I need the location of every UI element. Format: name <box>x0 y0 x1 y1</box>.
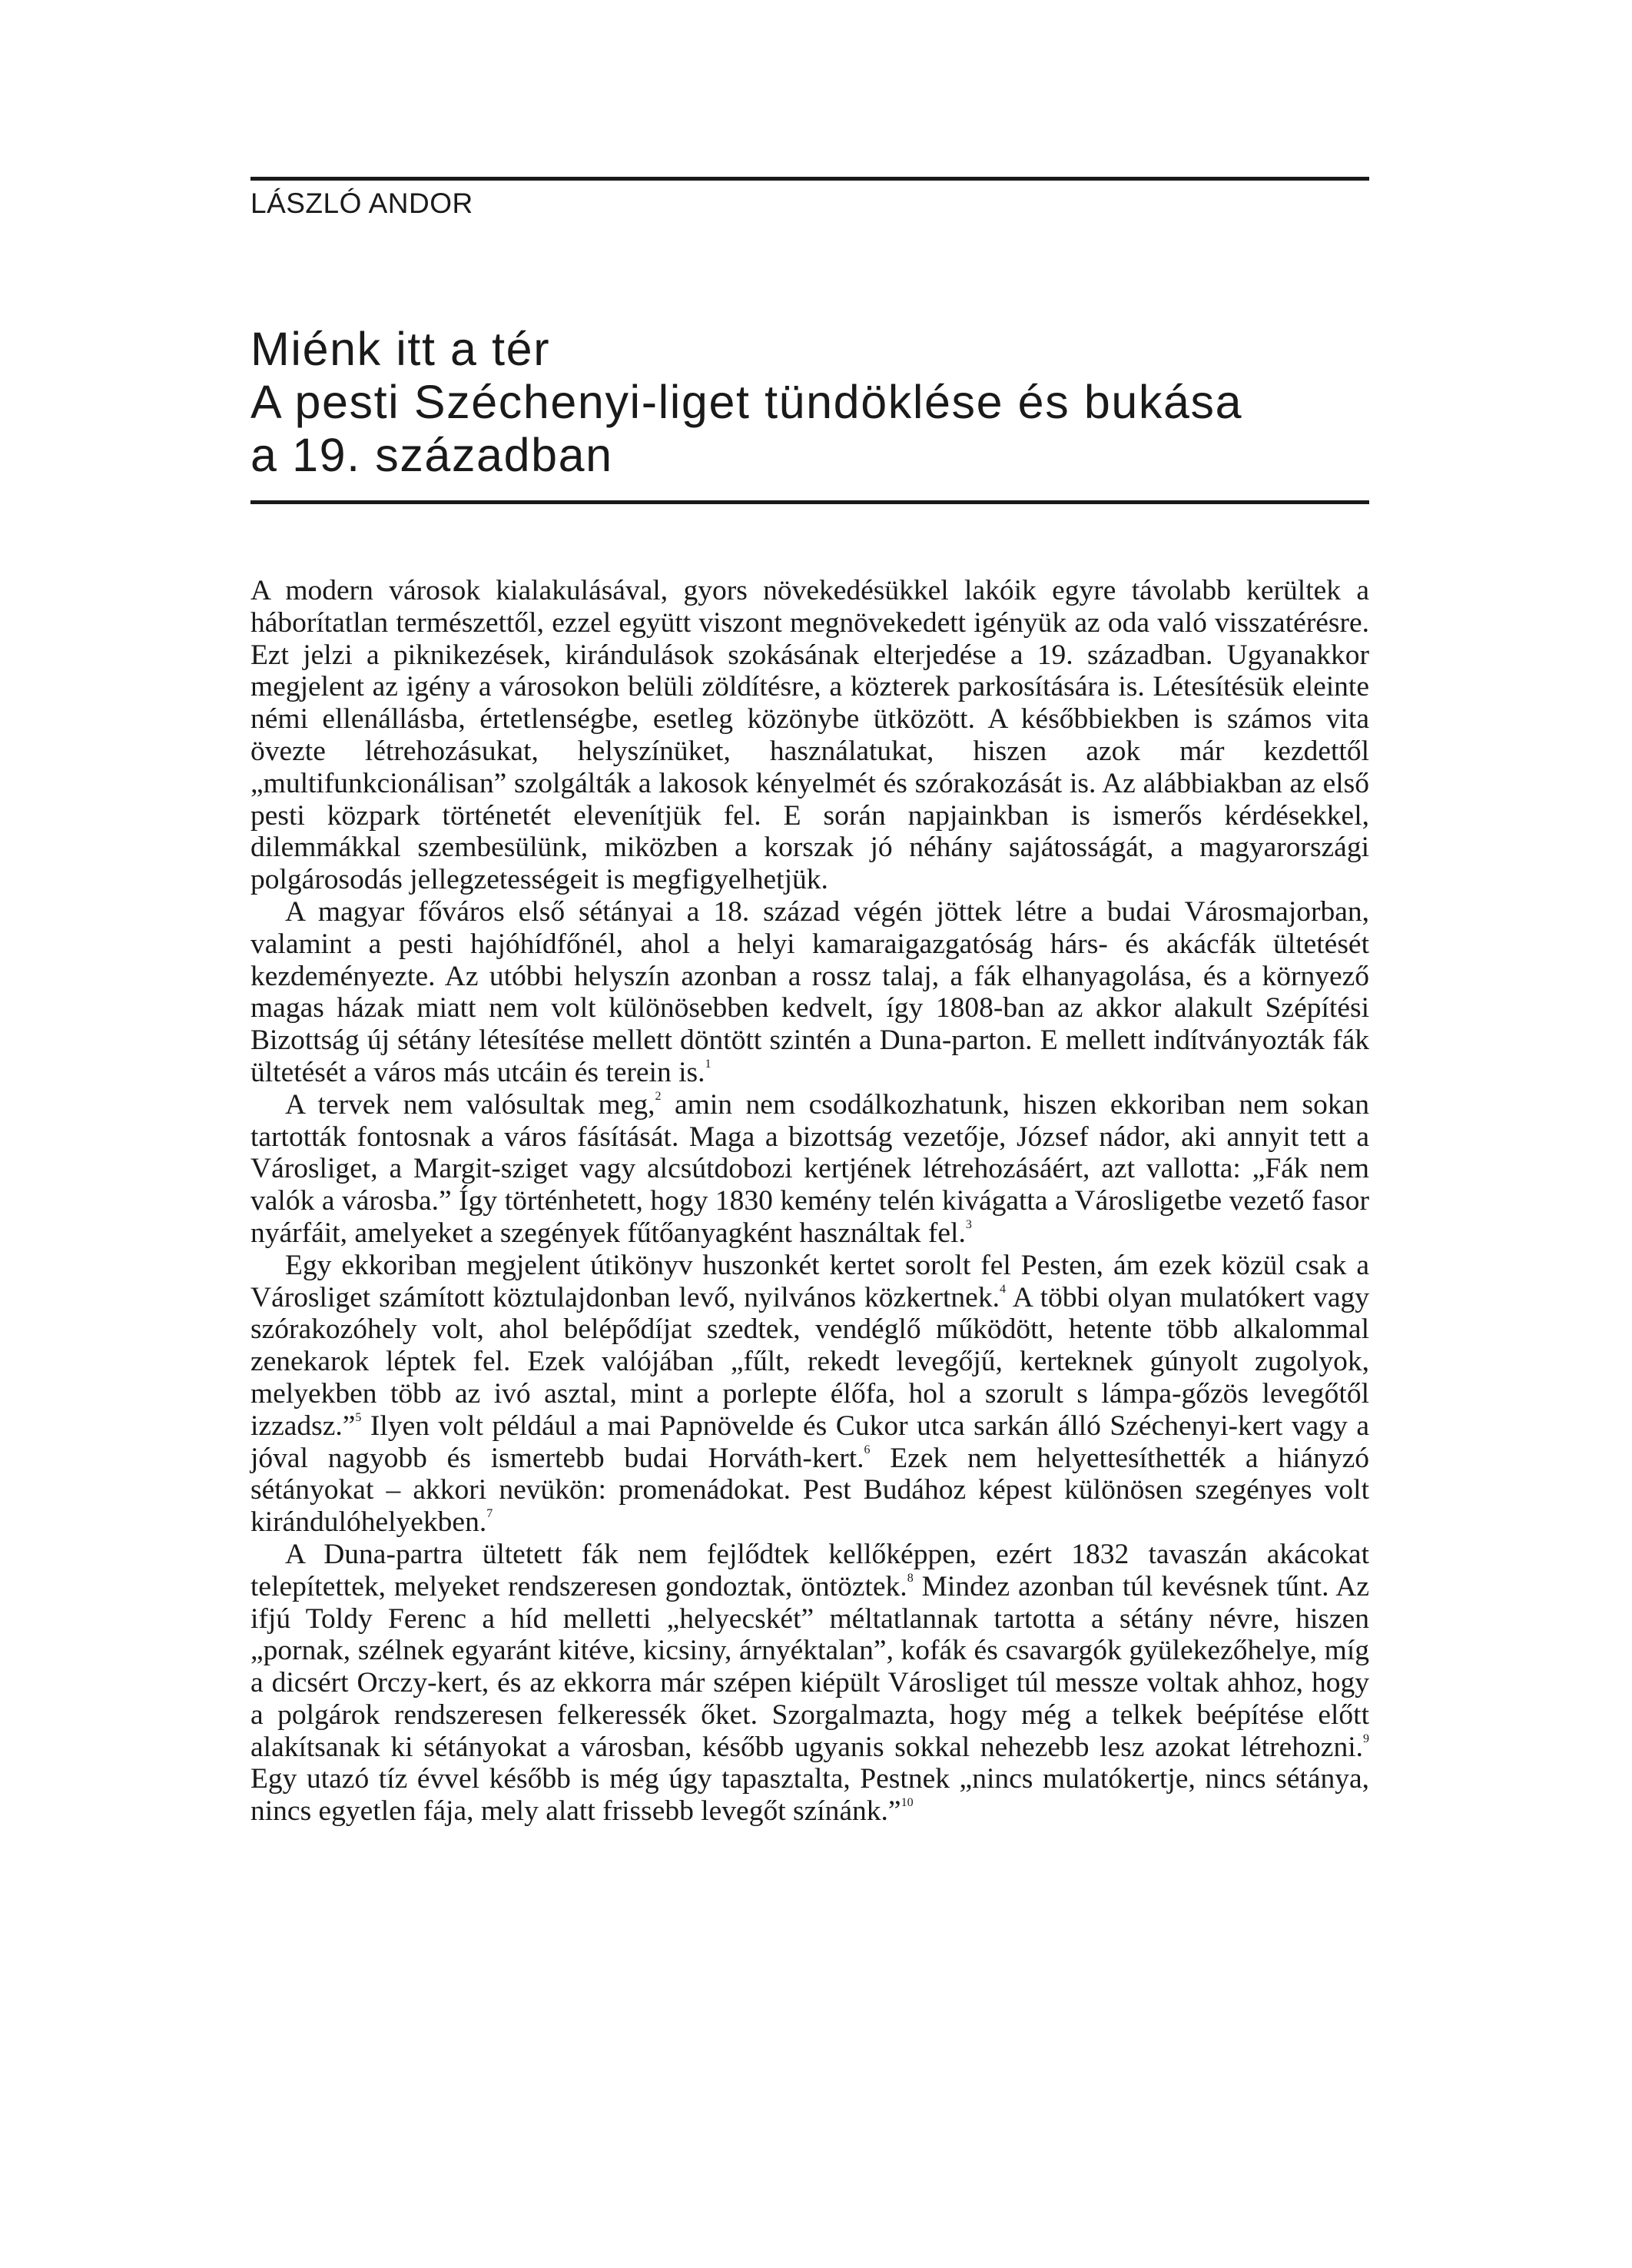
paragraph-text: amin nem csodálkozhatunk, hiszen ekkoriban nem sokan tartották fontosnak a város fásítását. Maga a bizottság vezetője, József nádor, aki annyit tett a Városliget, a Margit-sziget vagy alcsútdobozi kertjének létrehozásáért, azt vallotta: „Fák nem valók a városba.” Így történhetett, hogy 1830 kemény telén kivágatta a Városligetbe vezető fasor nyárfáit, amelyeket a szegények fűtőanyagként használtak fel. <box>250 1088 1369 1249</box>
paragraph-text: Ezek nem helyettesíthették a hiányzó sétányokat – akkori nevükön: promenádokat. Pest Budához képest különösen szegényes volt kirándulóhelyekben. <box>250 1442 1369 1539</box>
footnote-ref: 4 <box>999 1282 1006 1296</box>
title-line-1: Miénk itt a tér <box>250 323 551 375</box>
paragraph-text: A tervek nem valósultak meg, <box>285 1088 655 1121</box>
title-rule <box>250 500 1369 504</box>
paragraph-text: Egy ekkoriban megjelent útikönyv huszonkét kertet sorolt fel Pesten, ám ezek közül csak a Városliget számított köztulajdonban levő, nyilvános közkertnek. <box>250 1249 1369 1313</box>
footnote-ref: 2 <box>655 1089 662 1103</box>
paragraph-text: Egy utazó tíz évvel később is még úgy tapasztalta, Pestnek „nincs mulatókertje, nincs sétánya, nincs egyetlen fája, mely alatt frissebb levegőt színánk.” <box>250 1763 1369 1828</box>
paragraph-1: A modern városok kialakulásával, gyors növekedésükkel lakóik egyre távolabb kerültek a háborítatlan természettől, ezzel együtt viszont megnövekedett igényük az oda való visszatérésre. Ezt jelzi a piknikezések, kirándulások szokásának elterjedése a 19. században. Ugyanakkor megjelent az igény a városokon belüli zöldítésre, a közterek parkosítására is. Létesítésük eleinte némi ellenállásba, értetlenségbe, esetleg közönybe ütközött. A későbbiekben is számos vita övezte létrehozásukat, helyszínüket, használatukat, hiszen azok már kezdettől „multifunkcionálisan” szolgálták a lakosok kényelmét és szórakozását is. Az alábbiakban az első pesti közpark történetét elevenítjük fel. E során napjainkban is ismerős kérdésekkel, dilemmákkal szembesülünk, miközben a korszak jó néhány sajátosságát, a magyarországi polgárosodás jellegzetességeit is megfigyelhetjük. <box>250 575 1369 896</box>
paragraph-4 <box>250 1250 1369 1539</box>
paragraph-text: Ilyen volt például a mai Papnövelde és Cukor utca sarkán álló Széchenyi-kert vagy a jóval nagyobb és ismertebb budai Horváth-kert. <box>250 1410 1369 1474</box>
footnote-ref: 8 <box>907 1571 914 1585</box>
article-title <box>250 323 1380 482</box>
paragraph-text: A Duna-partra ültetett fák nem fejlődtek kellőképpen, ezért 1832 tavaszán akácokat telepítettek, melyeket rendszeresen gondoztak, öntöztek. <box>250 1538 1369 1602</box>
title-line-3: a 19. században <box>250 429 613 481</box>
paragraph-text: A magyar főváros első sétányai a 18. század végén jöttek létre a budai Városmajorban, valamint a pesti hajóhídfőnél, ahol a helyi kamaraigazgatóság hárs- és akácfák ültetését kezdeményezte. Az utóbbi helyszín azonban a rossz talaj, a fák elhanyagolása, és a környező magas házak miatt nem volt különösebben kedvelt, így 1808-ban az akkor alakult Szépítési Bizottság új sétány létesítése mellett döntött szintén a Duna-parton. E mellett indítványozták fák ültetését a város más utcáin és terein is. <box>250 895 1369 1088</box>
author-name: LÁSZLÓ ANDOR <box>250 188 473 219</box>
paragraph-text: A többi olyan mulatókert vagy szórakozóhely volt, ahol belépődíjat szedtek, vendéglő működött, hetente több alkalommal zenekarok léptek fel. Ezek valójában „fűlt, rekedt levegőjű, kerteknek gúnyolt zugolyok, melyekben több az ivó asztal, mint a porlepte élőfa, hol a szorult s lámpa-gőzös levegőtől izzadsz.” <box>250 1281 1369 1442</box>
article-body <box>250 575 1369 1828</box>
footnote-ref: 6 <box>864 1443 871 1456</box>
header-rule <box>250 177 1369 181</box>
title-line-2: A pesti Széchenyi-liget tündöklése és bukása <box>250 376 1243 428</box>
footnote-ref: 5 <box>355 1410 362 1424</box>
paragraph-3 <box>250 1089 1369 1250</box>
footnote-ref: 9 <box>1363 1732 1369 1745</box>
paragraph-2 <box>250 896 1369 1089</box>
paragraph-text: Mindez azonban túl kevésnek tűnt. Az ifjú Toldy Ferenc a híd melletti „helyecskét” méltatlannak tartotta a sétány névre, hiszen „pornak, szélnek egyaránt kitéve, kicsiny, árnyéktalan”, kofák és csavargók gyülekezőhelye, míg a dicsért Orczy-kert, és az ekkorra már szépen kiépült Városliget túl messze voltak ahhoz, hogy a polgárok rendszeresen felkeressék őket. Szorgalmazta, hogy még a telkek beépítése előtt alakítsanak ki sétányokat a városban, később ugyanis sokkal nehezebb lesz azokat létrehozni. <box>250 1570 1369 1763</box>
footnote-ref: 10 <box>901 1796 914 1810</box>
footnote-ref: 3 <box>965 1217 972 1231</box>
footnote-ref: 1 <box>705 1057 712 1071</box>
footnote-ref: 7 <box>486 1507 493 1521</box>
paragraph-5 <box>250 1539 1369 1828</box>
